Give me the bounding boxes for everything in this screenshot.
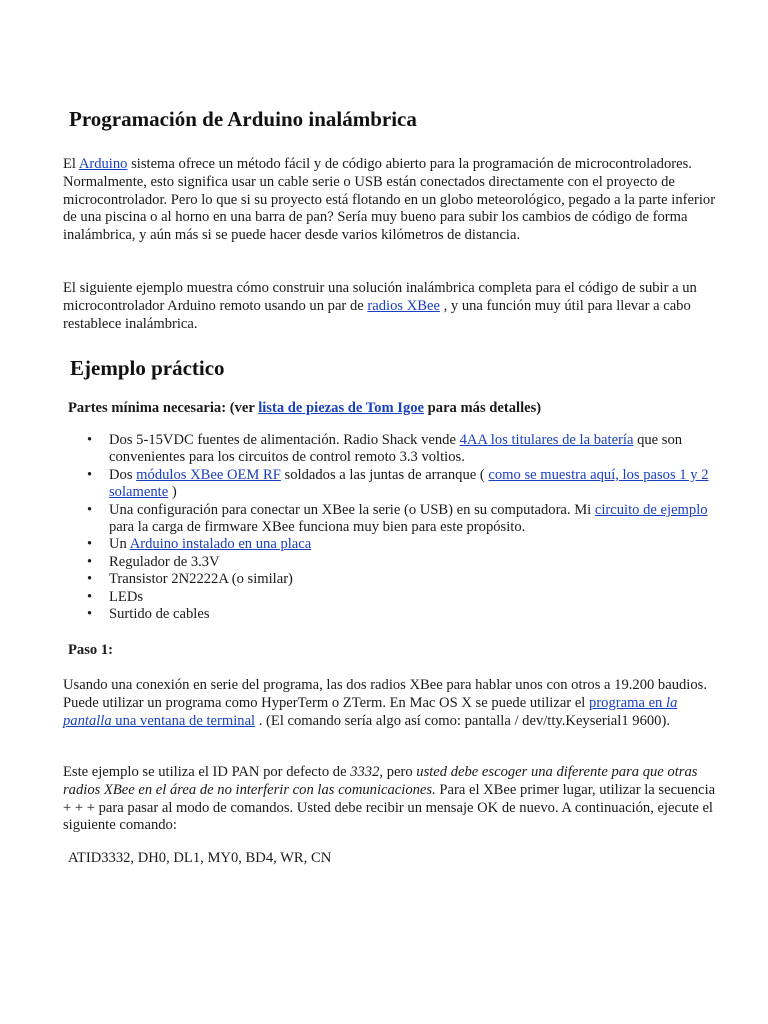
list-item: • LEDs — [87, 588, 144, 605]
bullet-icon: • — [87, 466, 93, 483]
intro-paragraph-1: El Arduino sistema ofrece un método fácil y de código abierto para la programación de microcontroladores. Normalmente, esto significa usar un cable serie o USB están conectados directamente con el proyecto de microcontrolador. Pero lo que si su proyecto está flotando en un globo meteorológico, pegado a la parte inferior de una piscina o al horno en una barra de pan? Sería muy bueno para subir los cambios de código de forma inalámbrica, y aún más si se puede hacer desde varios kilómetros de distancia. — [63, 156, 716, 244]
list-item: • Dos 5-15VDC fuentes de alimentación. Radio Shack vende 4AA los titulares de la batería que son convenientes para los circuitos de control remoto 3.3 voltios. — [87, 432, 683, 466]
list-item: • Regulador de 3.3V — [87, 553, 220, 570]
xbee-command: ATID3332, DH0, DL1, MY0, BD4, WR, CN — [68, 850, 332, 866]
xbee-modules-link[interactable]: módulos XBee OEM RF — [136, 466, 281, 483]
tom-igoe-parts-link[interactable]: lista de piezas de Tom Igoe — [258, 400, 425, 416]
list-item: • Transistor 2N2222A (o similar) — [87, 571, 293, 588]
step-1-label: Paso 1: — [68, 642, 113, 658]
list-item: • Un Arduino instalado en una placa — [87, 536, 312, 553]
parts-list — [63, 432, 723, 623]
parts-label: Partes mínima necesaria: (ver lista de piezas de Tom Igoe para más detalles) — [68, 400, 542, 416]
example-circuit-link[interactable]: circuito de ejemplo — [594, 501, 708, 518]
arduino-link[interactable]: Arduino — [78, 156, 128, 172]
bullet-icon: • — [87, 571, 93, 588]
bullet-icon: • — [87, 501, 93, 518]
bullet-icon: • — [87, 553, 93, 570]
list-item: • Surtido de cables — [87, 606, 210, 623]
bullet-icon: • — [87, 588, 93, 605]
arduino-breadboard-link[interactable]: Arduino instalado en una placa — [129, 536, 312, 553]
page-title: Programación de Arduino inalámbrica — [69, 107, 417, 131]
list-item: • Una configuración para conectar un XBee la serie (o USB) en su computadora. Mi circuito de ejemplo para la carga de firmware XBee funciona muy bien para este propósito. — [87, 501, 708, 536]
radios-xbee-link[interactable]: radios XBee — [367, 297, 440, 314]
battery-holders-link[interactable]: 4AA los titulares de la batería — [459, 432, 634, 448]
breakout-steps-link[interactable]: como se muestra aquí, los pasos 1 y 2 solamente — [109, 466, 709, 501]
list-item: • Dos módulos XBee OEM RF soldados a las juntas de arranque ( como se muestra aquí, los pasos 1 y 2 solamente ) — [87, 466, 709, 501]
bullet-icon: • — [87, 432, 93, 448]
step-1-paragraph-2: Este ejemplo se utiliza el ID PAN por defecto de 3332, pero usted debe escoger una diferente para que otras radios XBee en el área de no interferir con las comunicaciones. Para el XBee primer lugar, utilizar la secuencia + + + para pasar al modo de comandos. Usted debe recibir un mensaje OK de nuevo. A continuación, ejecute el siguiente comando: — [63, 764, 716, 834]
step-1-paragraph-1: Usando una conexión en serie del programa, las dos radios XBee para hablar unos con otros a 19.200 baudios. Puede utilizar un programa como HyperTerm o ZTerm. En Mac OS X se puede utilizar el programa en la pantalla una ventana de terminal . (El comando sería algo así como: pantalla / dev/tty.Keyserial1 9600). — [63, 677, 707, 729]
screen-terminal-link[interactable]: programa en la pantalla una ventana de terminal — [63, 694, 678, 729]
section-heading: Ejemplo práctico — [70, 356, 225, 380]
bullet-icon: • — [87, 606, 93, 623]
intro-paragraph-2: El siguiente ejemplo muestra cómo construir una solución inalámbrica completa para el código de subir a un microcontrolador Arduino remoto usando un par de radios XBee , y una función muy útil para llevar a cabo restablece inalámbrica. — [63, 280, 697, 332]
bullet-icon: • — [87, 536, 93, 553]
